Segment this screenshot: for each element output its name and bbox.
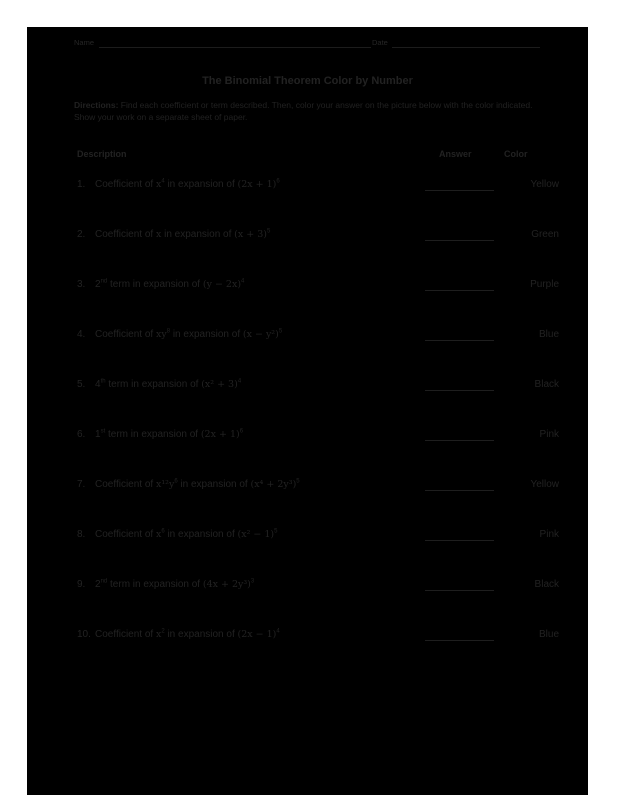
desc-exponent: 5 [266,228,271,235]
color-label: Pink [539,429,559,440]
directions-text: Find each coefficient or term described. Then, color your answer on the picture below with the color indicated. Show your work on a separate sheet of paper. [74,100,533,122]
problem-description [95,179,280,190]
answer-blank[interactable] [425,390,494,391]
answer-blank[interactable] [425,290,494,291]
desc-expression: (x + 3) [234,229,267,240]
answer-blank[interactable] [425,490,494,491]
desc-expression: (2x − 1) [237,629,277,640]
desc-term: x [155,229,162,240]
desc-term-sup: 8 [166,328,171,335]
problem-row [27,429,588,445]
problem-row [27,329,588,345]
worksheet-page [27,27,588,795]
answer-blank[interactable] [425,240,494,241]
desc-expression: (x² − 1) [237,529,275,540]
color-label: Black [534,579,559,590]
color-label: Black [534,379,559,390]
column-answer: Answer [439,149,472,159]
problem-description [95,579,254,590]
desc-exponent: 5 [296,478,300,485]
color-label: Yellow [530,179,559,190]
problem-description [95,329,282,340]
desc-term: x [155,529,162,540]
desc-exponent: 5 [278,328,283,335]
name-label: Name [74,38,95,47]
problem-number: 6. [77,429,86,440]
desc-exponent: 4 [276,628,280,635]
problem-row [27,579,588,595]
desc-prefix: Coefficient of [95,529,156,540]
date-line [392,47,540,48]
date-label: Date [372,38,388,47]
problem-number: 7. [77,479,86,490]
problem-description [95,429,243,440]
desc-term: x [155,179,162,190]
desc-prefix: Coefficient of [95,179,156,190]
problem-description [95,229,270,240]
answer-blank[interactable] [425,640,494,641]
desc-term: x¹²y [155,479,175,490]
problem-number: 1. [77,179,86,190]
desc-expression: (y − 2x) [202,279,242,290]
problem-number: 2. [77,229,86,240]
desc-middle: in expansion of [170,329,243,340]
desc-prefix: Coefficient of [95,329,156,340]
desc-middle: term in expansion of [105,379,202,390]
color-label: Pink [539,529,559,540]
desc-prefix: 2 [95,279,101,290]
desc-term-sup: 6 [174,478,178,485]
desc-expression: (x² + 3) [201,379,238,390]
problem-row [27,379,588,395]
problem-number: 8. [77,529,86,540]
desc-exponent: 5 [274,528,278,535]
desc-expression: (4x + 2y³) [202,579,251,590]
name-line [99,47,371,48]
desc-middle: term in expansion of [105,429,201,440]
desc-term: x [155,629,162,640]
problem-row [27,629,588,645]
problem-description [95,279,244,290]
desc-middle: term in expansion of [107,579,203,590]
problem-number: 9. [77,579,86,590]
desc-exponent: 6 [276,178,280,185]
column-description: Description [77,149,127,159]
answer-blank[interactable] [425,340,494,341]
color-label: Green [531,229,559,240]
column-color: Color [504,149,528,159]
problem-number: 10. [77,629,91,640]
desc-exponent: 4 [237,378,242,385]
desc-expression: (2x + 1) [237,179,277,190]
desc-expression: (2x + 1) [200,429,240,440]
desc-prefix: 1 [95,429,101,440]
answer-blank[interactable] [425,440,494,441]
problem-row [27,229,588,245]
desc-middle: term in expansion of [107,279,203,290]
desc-expression: (x⁴ + 2y³) [250,479,297,490]
desc-term-sup: 6 [161,528,165,535]
desc-prefix: Coefficient of [95,229,156,240]
desc-term: xy [155,329,167,340]
desc-prefix: 2 [95,579,101,590]
answer-blank[interactable] [425,590,494,591]
desc-expression: (x − y²) [242,329,279,340]
desc-term-sup: 4 [161,178,165,185]
problem-number: 4. [77,329,86,340]
desc-middle: in expansion of [177,479,251,490]
problem-number: 5. [77,379,86,390]
desc-exponent: 3 [250,578,255,585]
answer-blank[interactable] [425,540,494,541]
problem-row [27,529,588,545]
desc-prefix: Coefficient of [95,479,156,490]
desc-exponent: 6 [239,428,244,435]
color-label: Blue [538,329,559,340]
desc-term-sup: st [100,428,106,435]
desc-term-sup: nd [100,278,108,285]
directions [74,99,544,123]
color-label: Blue [538,629,559,640]
page-title: The Binomial Theorem Color by Number [202,75,413,87]
problem-row [27,179,588,195]
problem-description [95,379,241,390]
problem-description [95,479,300,490]
desc-prefix: 4 [95,379,101,390]
desc-middle: in expansion of [164,529,238,540]
desc-middle: in expansion of [164,179,238,190]
color-label: Yellow [530,479,559,490]
problem-number: 3. [77,279,86,290]
desc-term-sup: th [100,378,106,385]
problem-description [95,529,277,540]
problem-row [27,479,588,495]
problem-description [95,629,280,640]
answer-blank[interactable] [425,190,494,191]
color-label: Purple [530,279,559,290]
desc-exponent: 4 [241,278,245,285]
desc-prefix: Coefficient of [95,629,156,640]
directions-label: Directions: [74,100,119,110]
desc-term-sup: nd [100,578,108,585]
desc-term-sup: 2 [161,628,165,635]
desc-middle: in expansion of [164,629,238,640]
problem-row [27,279,588,295]
desc-middle: in expansion of [161,229,235,240]
